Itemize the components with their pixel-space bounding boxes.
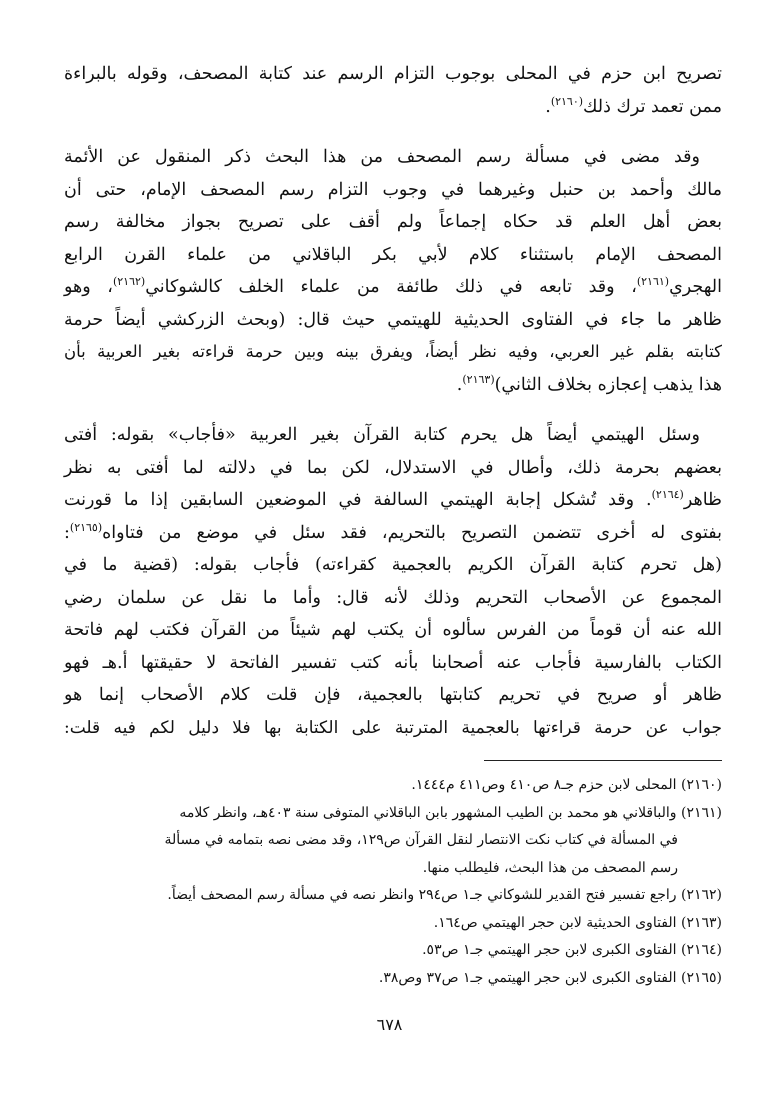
footnote-2164: (٢١٦٤) الفتاوى الكبرى لابن حجر الهيتمي جـ١ ص٥٣. bbox=[422, 942, 722, 958]
text-line: ظاهر أو صريح في تحريم كتابتها بالعجمية، فإن قلت كلام الأصحاب إنما هو bbox=[64, 685, 722, 705]
text-run: . وقد تُشكل إجابة الهيتمي السالفة في الموضعين السابقين إذا ما قورنت bbox=[64, 490, 652, 510]
footnote-2161-continued: رسم المصحف من هذا البحث، فليطلب منها. bbox=[422, 859, 678, 876]
text-run: . bbox=[545, 96, 551, 117]
text-line: ظاهر ما جاء في الفتاوى الحديثية للهيتمي حيث قال: (وبحث الزركشي أيضاً حرمة bbox=[64, 309, 722, 330]
text-line: الله عنه أن قوماً من الفرس سألوه أن يكتب لهم شيئاً من القرآن فكتب لهم فاتحة bbox=[64, 620, 722, 640]
text-line: الكتاب بالفارسية فأجاب عنه أصحابنا بأنه كتب تفسير الفاتحة لا حقيقتها أ.هـ فهو bbox=[64, 652, 722, 673]
footnote-2161-continued: في المسألة في كتاب نكت الانتصار لنقل القرآن ص١٢٩، وقد مضى نصه بتمامه في مسألة bbox=[164, 832, 678, 848]
text-run: الهجري bbox=[669, 277, 722, 297]
text-line: المصحف الإمام باستثناء كلام لأبي بكر الباقلاني من علماء القرن الرابع bbox=[64, 244, 722, 265]
footnote-ref-2164: (٢١٦٤) bbox=[651, 488, 684, 502]
text-line: تصريح ابن حزم في المحلى بوجوب التزام الرسم عند كتابة المصحف، وقوله بالبراءة bbox=[64, 64, 722, 84]
text-run: ، وهو bbox=[64, 277, 113, 297]
text-line bbox=[64, 517, 722, 550]
paragraph-3 bbox=[64, 419, 722, 744]
text-line: مالك وأحمد بن حنبل وغيرهما في وجوب التزام رسم المصحف الإمام، حتى أن bbox=[64, 179, 722, 200]
text-line bbox=[64, 484, 722, 517]
footnote-2163: (٢١٦٣) الفتاوى الحديثية لابن حجر الهيتمي ص١٦٤. bbox=[433, 914, 722, 931]
text-run: . bbox=[456, 374, 463, 395]
text-line: بعضهم بحرمة ذلك، وأطال في الاستدلال، لكن بما في دلالته لما أفتى به نظر bbox=[64, 457, 722, 478]
text-run: : bbox=[64, 522, 70, 543]
footnotes bbox=[64, 772, 722, 992]
text-line: وسئل الهيتمي أيضاً هل يحرم كتابة القرآن بغير العربية «فأجاب» بقوله: أفتى bbox=[64, 425, 700, 445]
footnote-2165: (٢١٦٥) الفتاوى الكبرى لابن حجر الهيتمي جـ١ ص٣٧ وص٣٨. bbox=[378, 969, 722, 986]
text-line: جواب عن حرمة قراءتها بالعجمية المترتبة على الكتابة بها فلا دليل لكم فيه قلت: bbox=[64, 717, 722, 738]
footnote-ref-2162: (٢١٦٢) bbox=[112, 275, 146, 289]
footnote-ref-2165: (٢١٦٥) bbox=[69, 520, 103, 534]
page-number: ٦٧٨ bbox=[376, 1015, 403, 1034]
footnote-separator bbox=[484, 760, 722, 761]
text-line: (هل تحرم كتابة القرآن الكريم بالعجمية كقراءته) فأجاب بقوله: (قضية ما في bbox=[64, 555, 722, 575]
text-run: ممن تعمد ترك ذلك bbox=[583, 96, 722, 117]
text-run: بفتوى له أخرى تتضمن التصريح بالتحريم، فقد سئل في موضع من فتاواه bbox=[102, 522, 722, 543]
footnote-ref-2161: (٢١٦١) bbox=[636, 275, 670, 289]
footnote-ref-2160: (٢١٦٠) bbox=[550, 94, 584, 108]
paragraph-1 bbox=[64, 58, 722, 123]
footnote-2161: (٢١٦١) والباقلاني هو محمد بن الطيب المشهور بابن الباقلاني المتوفى سنة ٤٠٣هـ، وانظر كلامه bbox=[179, 804, 722, 821]
text-run: ظاهر bbox=[683, 490, 722, 510]
text-line bbox=[64, 91, 722, 124]
footnote-ref-2163: (٢١٦٣) bbox=[462, 372, 495, 386]
page-body bbox=[64, 58, 722, 762]
text-line bbox=[64, 369, 722, 402]
footnote-2160: (٢١٦٠) المحلى لابن حزم جـ٨ ص٤١٠ وص٤١١ م١٤٤٤. bbox=[411, 777, 722, 793]
text-run: هذا يذهب إعجازه بخلاف الثاني) bbox=[494, 374, 722, 395]
text-run: ، وقد تابعه في ذلك طائفة من علماء الخلف كالشوكاني bbox=[145, 277, 637, 297]
text-line: بعض أهل العلم قد حكاه إجماعاً ولم أقف على تصريح بجواز مخالفة رسم bbox=[64, 212, 722, 232]
text-line: المجموع عن الأصحاب التحريم وذلك لأنه قال: وأما ما نقل عن سلمان رضي bbox=[64, 587, 722, 608]
paragraph-2 bbox=[64, 141, 722, 401]
text-line bbox=[64, 271, 722, 304]
text-line: كتابته بقلم غير العربي، وفيه نظر أيضاً، ويفرق بينه وبين حرمة قراءته بغير العربية بأن bbox=[64, 342, 722, 361]
footnote-2162: (٢١٦٢) راجع تفسير فتح القدير للشوكاني جـ١ ص٢٩٤ وانظر نصه في مسألة رسم المصحف أيضاً. bbox=[167, 887, 722, 903]
text-line: وقد مضى في مسألة رسم المصحف من هذا البحث ذكر المنقول عن الأئمة bbox=[64, 147, 700, 167]
